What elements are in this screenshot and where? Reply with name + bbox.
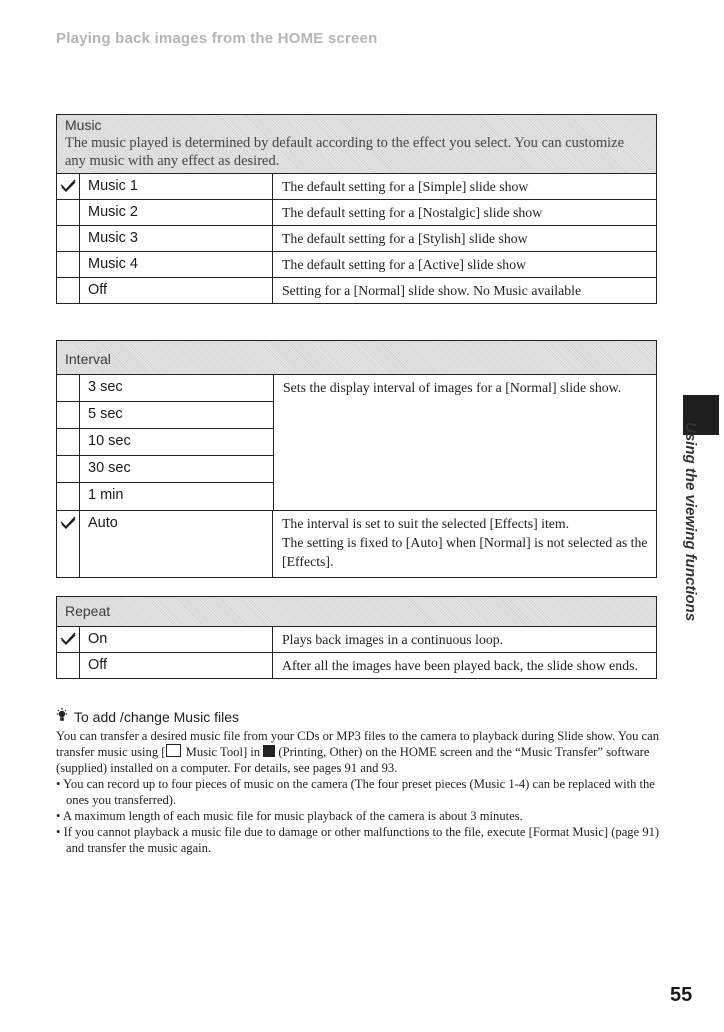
- tips-title: To add /change Music files: [74, 708, 239, 725]
- interval-table: [56, 340, 657, 578]
- default-check-icon: [57, 511, 80, 577]
- table-row: [57, 200, 656, 226]
- table-row: [57, 402, 273, 429]
- option-label: Off: [80, 278, 273, 303]
- default-check-icon: [57, 174, 80, 199]
- tips-list: [56, 776, 662, 856]
- list-item: • If you cannot playback a music file due to damage or other malfunctions to the file, execute [Format Music] (page 91) and transfer the music again.: [56, 825, 660, 855]
- table-row: [57, 375, 273, 402]
- option-label: Music 4: [80, 252, 273, 277]
- auto-description-1: The interval is set to suit the selected [Effects] item.: [282, 516, 570, 531]
- option-label: Auto: [80, 511, 273, 577]
- option-label: Off: [80, 653, 273, 678]
- table-row: [57, 653, 656, 678]
- table-row: [57, 278, 656, 303]
- tip-bulb-icon: [56, 708, 68, 725]
- option-label: 10 sec: [88, 433, 131, 449]
- table-row: [57, 511, 656, 577]
- side-tab-label: Using the viewing functions: [682, 422, 699, 622]
- option-label: 30 sec: [88, 460, 131, 476]
- interval-group-description: Sets the display interval of images for a [Normal] slide show.: [283, 380, 622, 395]
- option-label: Music 3: [80, 226, 273, 251]
- auto-description-2: The setting is fixed to [Auto] when [Normal] is not selected as the [Effects].: [282, 535, 648, 569]
- table-row: [57, 252, 656, 278]
- tips-section: [56, 708, 662, 856]
- option-description: The default setting for a [Nostalgic] slide show: [282, 205, 543, 220]
- option-description: After all the images have been played back, the slide show ends.: [282, 658, 638, 673]
- music-description: The music played is determined by default according to the effect you select. You can customize any music with any effect as desired.: [65, 135, 625, 169]
- tips-paragraph: You can transfer a desired music file from your CDs or MP3 files to the camera to playback during Slide show. You can transfer music using [ Music Tool] in (Printing, Other) on the HOME screen and the “Music Transfer” software (supplied) installed on a computer. For details, see pages 91 and 93.: [56, 729, 659, 775]
- table-row: [57, 174, 656, 200]
- list-item: • A maximum length of each music file for music playback of the camera is about 3 minutes.: [56, 809, 523, 823]
- printing-other-icon: [263, 745, 275, 757]
- interval-title: Interval: [65, 351, 111, 367]
- option-description: Setting for a [Normal] slide show. No Music available: [282, 283, 582, 298]
- interval-category-header: [57, 341, 656, 375]
- music-category-header: [57, 115, 656, 174]
- default-check-icon: [57, 627, 80, 652]
- option-description: The default setting for a [Simple] slide show: [282, 179, 529, 194]
- option-label: Music 2: [80, 200, 273, 225]
- table-row: [57, 456, 273, 483]
- option-description: Plays back images in a continuous loop.: [282, 632, 504, 647]
- music-tool-icon: [166, 744, 181, 757]
- option-label: 1 min: [88, 487, 124, 503]
- music-table: [56, 114, 657, 304]
- option-label: Music 1: [80, 174, 273, 199]
- list-item: • You can record up to four pieces of music on the camera (The four preset pieces (Music 1-4) can be replaced with the ones you transferred).: [56, 777, 655, 807]
- repeat-title: Repeat: [65, 603, 111, 619]
- table-row: [57, 226, 656, 252]
- interval-fixed-group: [57, 375, 656, 511]
- music-title: Music: [65, 117, 102, 133]
- page-header: Playing back images from the HOME screen: [56, 30, 378, 47]
- option-description: The default setting for a [Stylish] slide show: [282, 231, 528, 246]
- option-description: The default setting for a [Active] slide show: [282, 257, 527, 272]
- repeat-table: [56, 596, 657, 679]
- table-row: [57, 627, 656, 653]
- table-row: [57, 483, 273, 510]
- option-label: On: [80, 627, 273, 652]
- option-label: 3 sec: [88, 379, 123, 395]
- option-label: 5 sec: [88, 406, 123, 422]
- table-row: [57, 429, 273, 456]
- page-number: 55: [670, 984, 693, 1006]
- repeat-category-header: [57, 597, 656, 627]
